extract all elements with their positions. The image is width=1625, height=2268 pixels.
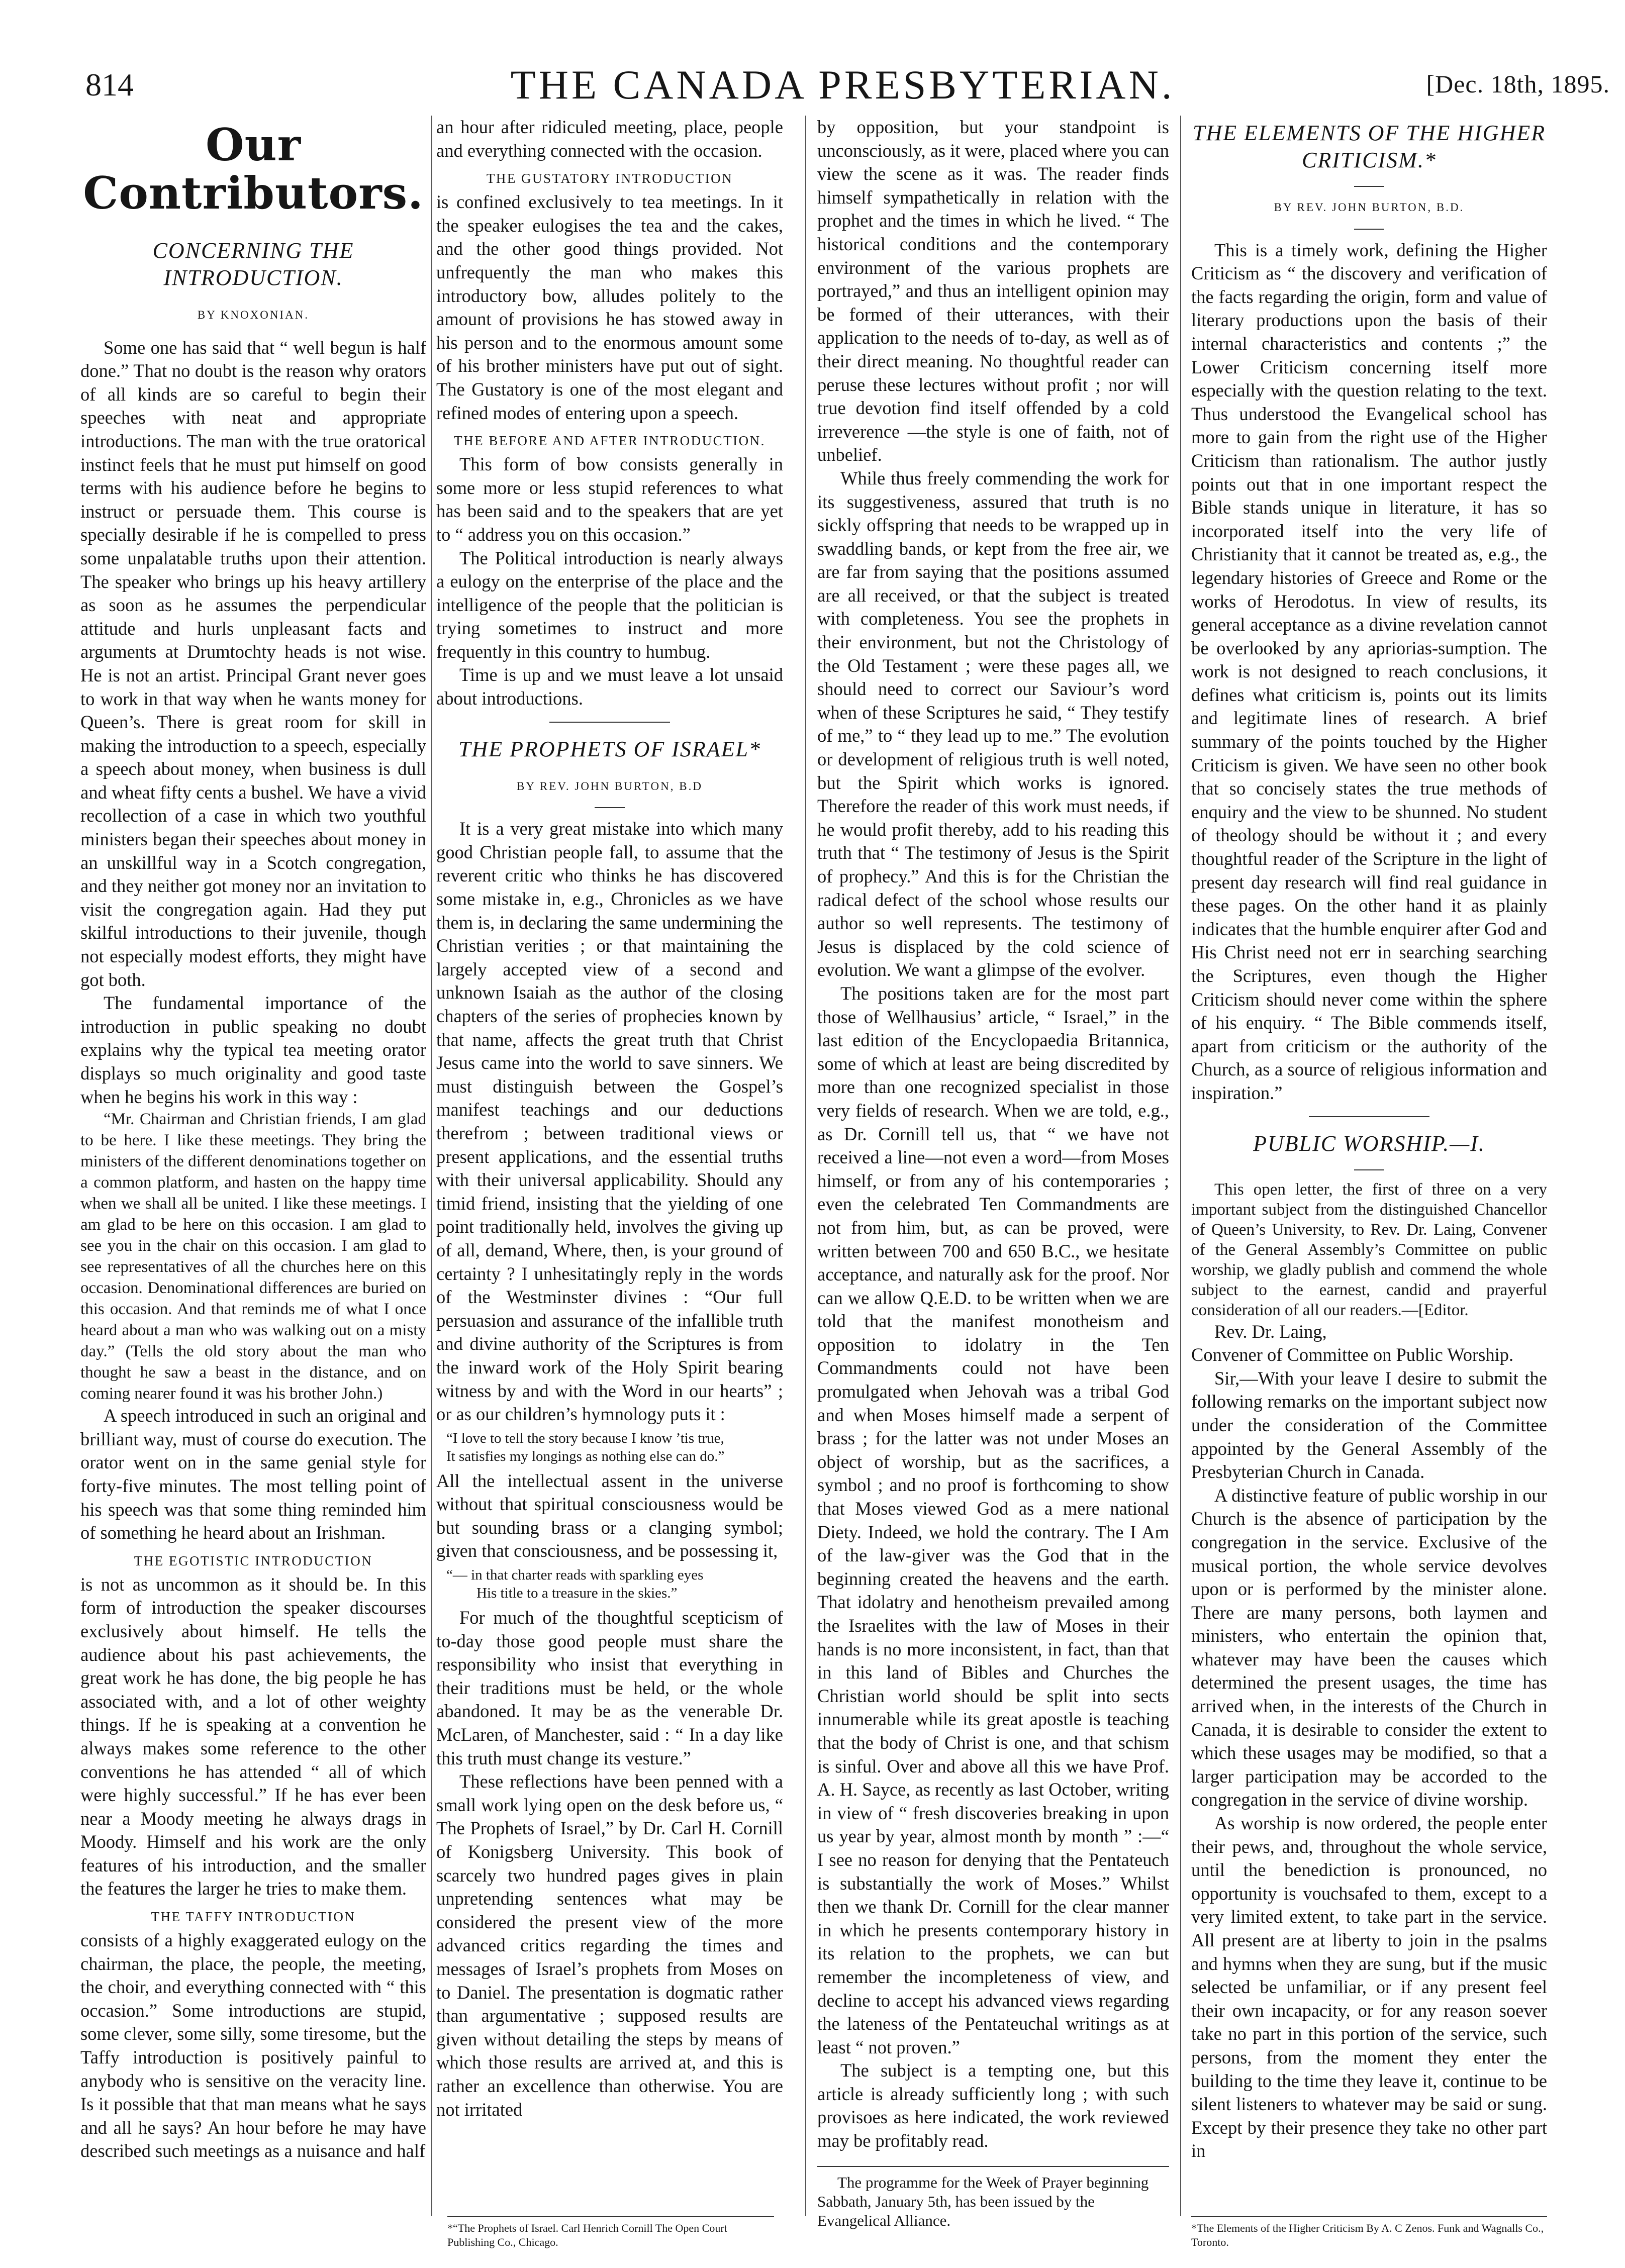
short-rule	[1354, 229, 1384, 230]
column-3	[817, 116, 1169, 2226]
paragraph: an hour after ridiculed meeting, place, people and everything connected with the occasion.	[436, 117, 783, 161]
column-rule	[431, 116, 432, 2216]
editor-note: This open letter, the first of three on a very important subject from the distinguished Chancellor of Queen’s University, to Rev. Dr. Laing, Convener of the General Assembly’s Committee on public worship, we gladly publish and commend the whole subject to the earnest, candid and prayerful consideration of all our readers.—[Editor.	[1191, 1180, 1547, 1319]
paragraph: For much of the thoughtful scepticism of to-day those good people must share the responsibility who insist that everything in their traditions must be held, or the whole abandoned. It may be as the venerable Dr. McLaren, of Manchester, said : “ In a day like this truth must change its vesture.”	[436, 1607, 783, 1768]
column-1	[80, 116, 426, 2226]
page-number: 814	[85, 67, 134, 103]
paragraph: The positions taken are for the most part those of Wellhausius’ article, “ Israel,” in the last edition of the Encyclopaedia Britannica, some of which at least are being discredited by more than one recognized specialist in those very fields of research. When we are told, e.g., as Dr. Cornill tell us, that “ we have not received a line—not even a word—from Moses himself, or from any of his contemporaries ; even the celebrated Ten Commandments are not from him, but, as can be proved, were written between 700 and 650 B.C., we hesitate acceptance, and naturally ask for the proof. Nor can we allow Q.E.D. to be written when we are told that the manifest monotheism and opposition to idolatry in the Ten Commandments could not have been promulgated when Jehovah was a tribal God and when Moses himself made a serpent of brass ; for the latter was not under Moses an object of worship, but as the sacrifices, a symbol ; and no proof is forthcoming to show that Moses viewed God as a mere national Diety. Indeed, we hold the contrary. The I Am of the law-giver was the God that in the beginning created the heavens and the earth. That idolatry and henotheism prevailed among the Israelites with the law of Moses in their hands is no more inconsistent, in fact, than that in this land of Bibles and Churches the Christian world should be split into sects innumerable while its great apostle is teaching that the body of Christ is one, and that schism is sinful. Over and above all this we have Prof. A. H. Sayce, as recently as last October, writing in view of “ fresh discoveries breaking in upon us year by year, almost month by month ” :—“ I see no reason for denying that the Pentateuch is substantially the work of Moses.” Whilst then we thank Dr. Cornill for the clear manner in which he presents contemporary history in its relation to the prophets, we can but remember the incompleteness of view, and decline to accept his advanced views regarding the lateness of the Pentateuchal writings as at least “ not proven.”	[817, 982, 1169, 2057]
article-title: CONCERNING THE INTRODUCTION.	[152, 238, 354, 290]
hymn-quote	[446, 1429, 783, 1465]
paragraph: consists of a highly exaggerated eulogy on the chairman, the place, the people, the meeting, the choir, and everything connected with “ this occasion.” Some introductions are stupid, some clever, some silly, some tiresome, but the Taffy introduction is positively painful to anybody who is sensitive on the veracity line. Is it possible that that man means what he says and all he says? An hour before he may have described such meetings as a nuisance and half	[80, 1930, 426, 2161]
article-title: THE PROPHETS OF ISRAEL*	[458, 736, 761, 761]
salutation: Rev. Dr. Laing,	[1214, 1321, 1327, 1342]
paragraph: is not as uncommon as it should be. In this form of introduction the speaker discourses exclusively about himself. He tells the audience about his past achievements, the great work he has done, the big people he has associated with, and a lot of other weighty things. If he is speaking at a convention he always makes some reference to the other conventions he has attended “ all of which were highly successful.” If he has ever been near a Moody meeting he always drags in Moody. Himself and his work are the only features of his introduction, and the smaller the features the larger he tries to make them.	[80, 1573, 426, 1899]
paragraph: is confined exclusively to tea meetings. In it the speaker eulogises the tea and the cakes, and the other good things provided. Not unfrequently the man who makes this introductory bow, alludes politely to the amount of provisions he has stowed away in his person and to the enormous amount some of his brother ministers have put out of sight. The Gustatory is one of the most elegant and refined modes of entering upon a speech.	[436, 191, 783, 423]
verse-line: “I love to tell the story because I know ’tis true,	[446, 1430, 724, 1446]
paragraph: by opposition, but your standpoint is unconsciously, as it were, placed where you can view the scene as it was. The reader finds himself sympathetically in relation with the prophet and the times in which he lived. “ The historical conditions and the contemporary environment of the various prophets are portrayed,” and thus an intelligent opinion may be formed of their utterances, with their application to the needs of to-day, as well as of their direct meaning. No thoughtful reader can peruse these lectures without profit ; nor will true devotion find itself offended by a cold irreverence —the style is one of faith, not of unbelief.	[817, 117, 1169, 465]
separator-rule	[1309, 1116, 1429, 1117]
paragraph: It is a very great mistake into which many good Christian people fall, to assume that the reverent critic who thinks he has discovered some mistake in, e.g., Chronicles as we have them is, in declaring the same undermining the Christian verities ; or that maintaining the largely accepted view of a second and unknown Isaiah as the author of the closing chapters of the series of prophecies known by that name, affects the great truth that Christ Jesus came into the world to save sinners. We must distinguish between the Gospel’s manifest teachings and our deductions therefrom ; between traditional views or present applications, and the essential truths with their universal applicability. Should any timid friend, insisting that the yielding of one point traditionally held, involves the giving up of all, demand, Where, then, is your ground of certainty ? I unhesitatingly reply in the words of the Westminster divines : “Our full persuasion and assurance of the infallible truth and divine authority of the Scriptures is from the inward work of the Holy Spirit bearing witness by and with the Word in our hearts” ; or as our children’s hymnology puts it :	[436, 818, 783, 1425]
paragraph: The Political introduction is nearly always a eulogy on the enterprise of the place and the intelligence of the people that the politician is trying sometimes to instruct and more frequently in this country to humbug.	[436, 547, 783, 662]
subheading: THE BEFORE AND AFTER INTRODUCTION.	[454, 433, 766, 449]
salutation: Convener of Committee on Public Worship.	[1191, 1344, 1514, 1365]
subheading: THE EGOTISTIC INTRODUCTION	[134, 1553, 373, 1568]
quoted-speech: “Mr. Chairman and Christian friends, I am glad to be here. I like these meetings. They bring the ministers of the different denominations together on a common platform, and hasten on the happy time when we shall all be united. I like these meetings. I am glad to be here on this occasion. I am glad to see you in the chair on this occasion. I am glad to see representatives of all the churches here on this occasion. Denominational differences are buried on this occasion. And that reminds me of what I once heard about a man who was walking out on a misty day.” (Tells the old story about the man who thought he saw a beast in the distance, and on coming nearer found it was his brother John.)	[80, 1110, 426, 1403]
column-4	[1191, 116, 1547, 2226]
paragraph: This form of bow consists generally in some more or less stupid references to what has been said and to the speakers that are yet to “ address you on this occasion.”	[436, 454, 783, 545]
column-rule	[1180, 116, 1181, 2216]
short-rule	[1354, 1169, 1384, 1170]
paragraph: A speech introduced in such an original and brilliant way, must of course do execution. The orator went on in the same genial style for forty-five minutes. The most telling point of his speech was that some thing reminded him of something he heard about an Irishman.	[80, 1405, 426, 1543]
paragraph: Sir,—With your leave I desire to submit the following remarks on the important subject now under the consideration of the Committee appointed by the General Assembly of the Presbyterian Church in Canada.	[1191, 1367, 1547, 1483]
subheading: THE GUSTATORY INTRODUCTION	[486, 171, 733, 186]
paragraph: Some one has said that “ well begun is half done.” That no doubt is the reason why orators of all kinds are so careful to begin their speeches with neat and appropriate introductions. The man with the true oratorical instinct feels that he must put himself on good terms with his audience before he begins to instruct or persuade them. This course is specially desirable if he is compelled to press some unpalatable truths upon their attention. The speaker who brings up his heavy artillery as soon as he assumes the perpendicular attitude and hurls unpleasant facts and arguments at Drumtochty heads is not wise. He is not an artist. Principal Grant never goes to work in that way when he wants money for Queen’s. There is great room for skill in making the introduction to a speech, especially a speech about money, when business is dull and wheat fifty cents a bushel. We have a vivid recollection of a case in which two youthful ministers began their speeches about money in an unskillful way in a Scotch congregation, and they neither got money nor an invitation to visit the congregation again. Had they put skilful introductions to their juvenile, though not especially modest efforts, they might have got both.	[80, 337, 426, 990]
paragraph: While thus freely commending the work for its suggestiveness, assured that truth is no sickly offspring that needs to be wrapped up in swaddling bands, or kept from the free air, we are far from saying that the positions assumed are all received, or that the subject is treated with completeness. You see the prophets in their environment, but not the Christology of the Old Testament ; were these pages all, we should need to correct our Saviour’s word when of these Scriptures he said, “ They testify of me,” to “ they lead up to me.” The evolution or development of religious truth is well noted, but the Spirit which works is ignored. Therefore the reader of this work must needs, if he would profit thereby, add to his reading this truth that “ The testimony of Jesus is the Spirit of prophecy.” And this is for the Christian the radical defect of the school whose results our author so well represents. The testimony of Jesus is displaced by the cold science of evolution. We want a glimpse of the evolver.	[817, 467, 1169, 980]
paragraph: Time is up and we must leave a lot unsaid about introductions.	[436, 664, 783, 709]
article-title: THE ELEMENTS OF THE HIGHER CRITICISM.*	[1192, 121, 1546, 172]
paragraph: All the intellectual assent in the universe without that spiritual consciousness would be but sounding brass or a clanging symbol; given that consciousness, and be possessing it,	[436, 1470, 783, 1561]
issue-date: [Dec. 18th, 1895.	[1426, 70, 1610, 98]
column-2	[436, 116, 783, 2226]
paragraph: A distinctive feature of public worship in our Church is the absence of participation by the congregation in the service. Exclusive of the musical portion, the whole service devolves upon or is performed by the minister alone. There are many persons, both laymen and ministers, who entertain the opinion that, whatever may have been the causes which determined the present usages, the time has arrived when, in the interests of the Church in Canada, it is desirable to consider the extent to which these usages may be modified, so that a larger participation may be accorded to the congregation in the service of divine worship.	[1191, 1485, 1547, 1810]
subheading: THE TAFFY INTRODUCTION	[151, 1909, 356, 1925]
short-rule	[1354, 186, 1384, 187]
journal-title: THE CANADA PRESBYTERIAN.	[510, 62, 1175, 108]
footnote: *“The Prophets of Israel. Carl Henrich Cornill The Open Court Publishing Co., Chicago.	[447, 2216, 774, 2249]
footnote: *The Elements of the Higher Criticism By A. C Zenos. Funk and Wagnalls Co., Toronto.	[1191, 2216, 1547, 2249]
paragraph: The subject is a tempting one, but this article is already sufficiently long ; with such provisoes as here indicated, the work reviewed may be profitably read.	[817, 2060, 1169, 2151]
paragraph: The fundamental importance of the introduction in public speaking no doubt explains why the typical tea meeting orator displays so much originality and good taste when he begins his work in this way :	[80, 993, 426, 1107]
running-head	[75, 52, 1610, 108]
verse-line: His title to a treasure in the skies.”	[476, 1585, 678, 1602]
notice: The programme for the Week of Prayer beginning Sabbath, January 5th, has been issued by the Evangelical Alliance.	[817, 2166, 1169, 2230]
article-title: PUBLIC WORSHIP.—I.	[1253, 1131, 1485, 1156]
byline: BY KNOXONIAN.	[197, 309, 310, 321]
paragraph: These reflections have been penned with a small work lying open on the desk before us, “ The Prophets of Israel,” by Dr. Carl H. Cornill of Konigsberg University. This book of scarcely two hundred pages gives in plain unpretending sentences what may be considered the present view of the more advanced critics regarding the times and messages of Israel’s prophets from Moses on to Daniel. The presentation is dogmatic rather than argumentative ; supposed results are given without detailing the steps by means of which those results are arrived at, and this is rather an excellence than otherwise. You are not irritated	[436, 1771, 783, 2120]
byline: BY REV. JOHN BURTON, B.D.	[1274, 201, 1465, 214]
byline: BY REV. JOHN BURTON, B.D	[517, 779, 703, 793]
verse-line: “— in that charter reads with sparkling eyes	[446, 1567, 704, 1584]
paragraph: This is a timely work, defining the Higher Criticism as “ the discovery and verification of the facts regarding the origin, form and value of literary productions upon the basis of their internal characteristics and contents ;” the Lower Criticism concerning itself more especially with the question relating to the text. Thus understood the Evangelical school has more to gain from the right use of the Higher Criticism than rationalism. The author justly points out that in one important respect the Bible stands unique in literature, it has so incorporated itself into the very life of Christianity that it cannot be treated as, e.g., the legendary histories of Greece and Rome or the works of Herodotus. In view of results, its general acceptance as a divine revelation cannot be overlooked by any apriorias-sumption. The work is not designed to reach conclusions, it defines what criticism is, points out its limits and legitimate lines of research. A brief summary of the points touched by the Higher Criticism is given. We have seen no other book that so concisely states the true methods of enquiry and the view to be shunned. No student of theology should be without it ; and every thoughtful reader of the Scripture in the light of present day research will find real guidance in these pages. On the other hand it as plainly indicates that the humble enquirer after God and His Christ need not err in searching searching the Scriptures, even though the Higher Criticism should never come within the sphere of his enquiry. “ The Bible commends itself, apart from criticism or the authority of the Church, as a source of religious information and inspiration.”	[1191, 239, 1547, 1103]
short-rule	[595, 807, 625, 808]
separator-rule	[549, 722, 670, 723]
section-heading: Our Contributors.	[83, 119, 424, 219]
column-rule	[805, 116, 806, 2216]
hymn-quote	[446, 1566, 783, 1602]
verse-line: It satisfies my longings as nothing else can do.”	[446, 1448, 725, 1464]
paragraph: As worship is now ordered, the people enter their pews, and, throughout the whole service, until the benediction is pronounced, no opportunity is vouchsafed to them, except to a very limited extent, to take part in the service. All present are at liberty to join in the psalms and hymns when they are sung, but if the music selected be unfamiliar, or if any present feel their own incapacity, or for any reason soever take no part in this portion of the service, such persons, from the moment they enter the building to the time they leave it, continue to be silent listeners to whatever may be said or sung. Except by their presence they take no other part in	[1191, 1813, 1547, 2161]
